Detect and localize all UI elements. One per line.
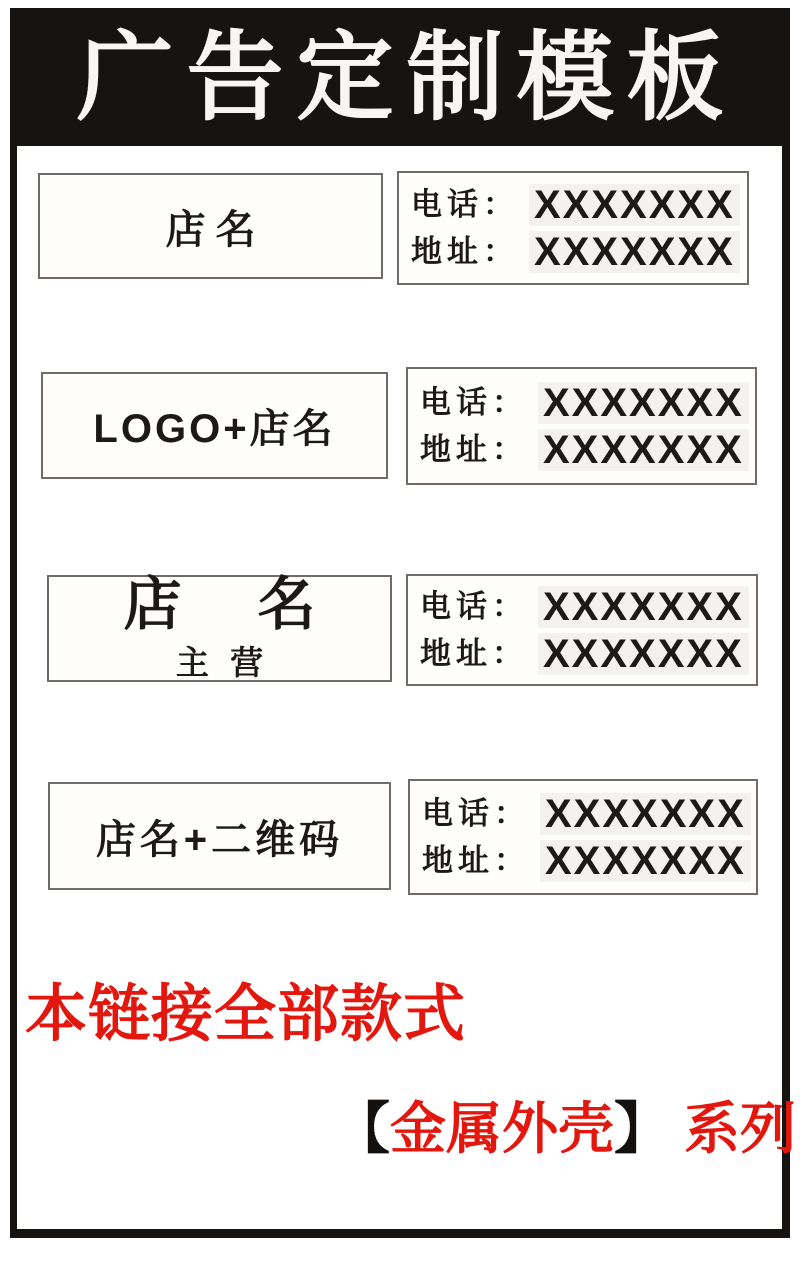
series-name: 金属外壳	[390, 1097, 614, 1160]
address-label: 地址：	[411, 233, 519, 269]
phone-placeholder: XXXXXXX	[529, 184, 740, 226]
shop-name-label: 店名	[165, 207, 266, 252]
poster-title: 广告定制模板	[76, 22, 737, 132]
address-line	[420, 429, 749, 471]
phone-line	[420, 586, 749, 628]
series-text	[334, 1097, 796, 1161]
banner-title-bar	[10, 8, 790, 146]
poster-frame	[10, 146, 790, 1238]
phone-line	[420, 382, 749, 424]
phone-label: 电话：	[420, 384, 528, 420]
address-label: 地址：	[420, 635, 528, 671]
phone-line	[422, 793, 751, 835]
address-line	[422, 840, 751, 882]
contact-box-row3	[406, 574, 758, 686]
phone-placeholder: XXXXXXX	[538, 586, 749, 628]
bracket-open: 【	[334, 1097, 390, 1160]
address-label: 地址：	[422, 842, 530, 878]
bracket-close: 】	[614, 1097, 670, 1160]
series-suffix: 系列	[684, 1097, 796, 1160]
address-placeholder: XXXXXXX	[529, 231, 740, 273]
qr-shop-name-label: 店名+二维码	[95, 817, 344, 862]
address-placeholder: XXXXXXX	[538, 429, 749, 471]
template-box-shop-name-qrcode	[48, 782, 391, 890]
contact-box-row1	[397, 171, 749, 285]
phone-placeholder: XXXXXXX	[540, 793, 751, 835]
big-shop-name-label: 店 名	[123, 571, 346, 637]
main-business-label: 主 营	[175, 644, 270, 682]
template-box-shop-name	[38, 173, 383, 279]
template-box-shop-name-main-business	[47, 571, 392, 682]
address-placeholder: XXXXXXX	[540, 840, 751, 882]
contact-box-row2	[406, 367, 757, 485]
template-box-logo-shop-name	[41, 372, 388, 479]
phone-placeholder: XXXXXXX	[538, 382, 749, 424]
logo-shop-name-label: LOGO+店名	[93, 407, 336, 451]
address-line	[420, 633, 749, 675]
phone-label: 电话：	[411, 186, 519, 222]
phone-label: 电话：	[422, 795, 530, 831]
address-line	[411, 231, 740, 273]
phone-line	[411, 184, 740, 226]
promo-text: 本链接全部款式	[25, 980, 467, 1049]
address-placeholder: XXXXXXX	[538, 633, 749, 675]
phone-label: 电话：	[420, 588, 528, 624]
contact-box-row4	[408, 779, 758, 895]
address-label: 地址：	[420, 431, 528, 467]
